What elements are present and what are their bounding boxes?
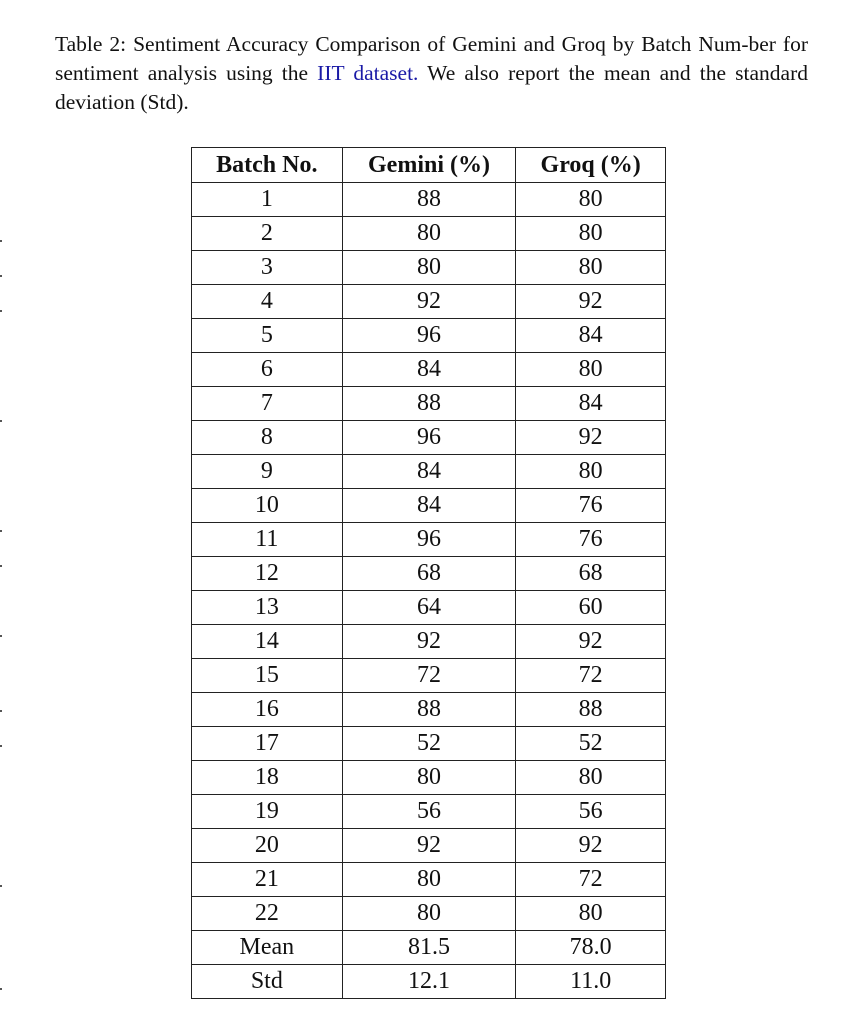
table-row bbox=[192, 319, 666, 353]
cell-groq: 78.0 bbox=[516, 931, 666, 965]
cell-groq: 92 bbox=[516, 829, 666, 863]
table-row bbox=[192, 965, 666, 999]
cell-groq: 84 bbox=[516, 319, 666, 353]
cell-gemini: 92 bbox=[342, 285, 516, 319]
table-header-row bbox=[192, 148, 666, 183]
cell-gemini: 52 bbox=[342, 727, 516, 761]
cell-batch-no: 21 bbox=[192, 863, 343, 897]
cell-gemini: 80 bbox=[342, 761, 516, 795]
margin-mark bbox=[0, 885, 2, 887]
cell-groq: 76 bbox=[516, 489, 666, 523]
margin-mark bbox=[0, 420, 2, 422]
cell-gemini: 68 bbox=[342, 557, 516, 591]
cell-gemini: 84 bbox=[342, 455, 516, 489]
margin-mark bbox=[0, 530, 2, 532]
cell-batch-no: 12 bbox=[192, 557, 343, 591]
cell-gemini: 96 bbox=[342, 421, 516, 455]
cell-gemini: 64 bbox=[342, 591, 516, 625]
table-row bbox=[192, 795, 666, 829]
cell-gemini: 80 bbox=[342, 897, 516, 931]
cell-batch-no: Mean bbox=[192, 931, 343, 965]
table-row bbox=[192, 829, 666, 863]
cell-gemini: 88 bbox=[342, 387, 516, 421]
cell-batch-no: 7 bbox=[192, 387, 343, 421]
cell-gemini: 80 bbox=[342, 251, 516, 285]
table-caption bbox=[55, 30, 808, 117]
iit-dataset-link[interactable]: IIT dataset. bbox=[317, 61, 419, 85]
cell-groq: 92 bbox=[516, 285, 666, 319]
cell-batch-no: 8 bbox=[192, 421, 343, 455]
cell-batch-no: 5 bbox=[192, 319, 343, 353]
table-row bbox=[192, 523, 666, 557]
table-row bbox=[192, 557, 666, 591]
cell-batch-no: 18 bbox=[192, 761, 343, 795]
margin-mark bbox=[0, 310, 2, 312]
cell-batch-no: 3 bbox=[192, 251, 343, 285]
cell-groq: 80 bbox=[516, 217, 666, 251]
cell-gemini: 80 bbox=[342, 863, 516, 897]
table-row bbox=[192, 591, 666, 625]
cell-gemini: 92 bbox=[342, 625, 516, 659]
cell-groq: 60 bbox=[516, 591, 666, 625]
cell-batch-no: 20 bbox=[192, 829, 343, 863]
caption-label: Table 2: bbox=[55, 32, 127, 56]
table-row bbox=[192, 251, 666, 285]
cell-batch-no: 19 bbox=[192, 795, 343, 829]
cell-groq: 52 bbox=[516, 727, 666, 761]
cell-batch-no: 17 bbox=[192, 727, 343, 761]
cell-gemini: 84 bbox=[342, 353, 516, 387]
table-row bbox=[192, 863, 666, 897]
cell-batch-no: 1 bbox=[192, 183, 343, 217]
cell-gemini: 96 bbox=[342, 523, 516, 557]
cell-groq: 80 bbox=[516, 761, 666, 795]
cell-groq: 84 bbox=[516, 387, 666, 421]
cell-groq: 11.0 bbox=[516, 965, 666, 999]
table-row bbox=[192, 217, 666, 251]
margin-mark bbox=[0, 988, 2, 990]
cell-groq: 92 bbox=[516, 421, 666, 455]
cell-gemini: 88 bbox=[342, 693, 516, 727]
margin-mark bbox=[0, 275, 2, 277]
cell-groq: 72 bbox=[516, 863, 666, 897]
cell-groq: 88 bbox=[516, 693, 666, 727]
cell-groq: 80 bbox=[516, 897, 666, 931]
cell-groq: 80 bbox=[516, 455, 666, 489]
cell-batch-no: 16 bbox=[192, 693, 343, 727]
table-row bbox=[192, 727, 666, 761]
cell-groq: 80 bbox=[516, 251, 666, 285]
header-groq: Groq (%) bbox=[516, 148, 666, 183]
cell-batch-no: 15 bbox=[192, 659, 343, 693]
table-row bbox=[192, 183, 666, 217]
cell-batch-no: 9 bbox=[192, 455, 343, 489]
table-body bbox=[192, 183, 666, 999]
cell-groq: 72 bbox=[516, 659, 666, 693]
header-gemini: Gemini (%) bbox=[342, 148, 516, 183]
cell-gemini: 72 bbox=[342, 659, 516, 693]
table-row bbox=[192, 931, 666, 965]
cell-groq: 80 bbox=[516, 183, 666, 217]
cell-batch-no: 10 bbox=[192, 489, 343, 523]
table-row bbox=[192, 897, 666, 931]
caption-text-before-link: Sentiment Accuracy Comparison of Gemini and Groq by Batch Num-ber for sentiment analysis using the bbox=[55, 32, 808, 85]
table-row bbox=[192, 353, 666, 387]
table-row bbox=[192, 761, 666, 795]
accuracy-table bbox=[191, 147, 666, 999]
cell-gemini: 88 bbox=[342, 183, 516, 217]
cell-gemini: 56 bbox=[342, 795, 516, 829]
margin-mark bbox=[0, 745, 2, 747]
cell-gemini: 81.5 bbox=[342, 931, 516, 965]
cell-gemini: 12.1 bbox=[342, 965, 516, 999]
cell-batch-no: 11 bbox=[192, 523, 343, 557]
cell-batch-no: 14 bbox=[192, 625, 343, 659]
cell-groq: 76 bbox=[516, 523, 666, 557]
margin-mark bbox=[0, 565, 2, 567]
cell-batch-no: 22 bbox=[192, 897, 343, 931]
caption-text-after-link: We also report the mean and the standard deviation (Std). bbox=[55, 61, 808, 114]
table-row bbox=[192, 625, 666, 659]
table-row bbox=[192, 659, 666, 693]
header-batch-no: Batch No. bbox=[192, 148, 343, 183]
cell-batch-no: 6 bbox=[192, 353, 343, 387]
table-row bbox=[192, 455, 666, 489]
cell-batch-no: Std bbox=[192, 965, 343, 999]
table-row bbox=[192, 285, 666, 319]
cell-batch-no: 4 bbox=[192, 285, 343, 319]
cell-groq: 68 bbox=[516, 557, 666, 591]
table-row bbox=[192, 387, 666, 421]
cell-gemini: 80 bbox=[342, 217, 516, 251]
table-row bbox=[192, 421, 666, 455]
cell-gemini: 96 bbox=[342, 319, 516, 353]
cell-groq: 56 bbox=[516, 795, 666, 829]
cell-batch-no: 13 bbox=[192, 591, 343, 625]
margin-mark bbox=[0, 635, 2, 637]
cell-gemini: 84 bbox=[342, 489, 516, 523]
table-row bbox=[192, 489, 666, 523]
cell-groq: 92 bbox=[516, 625, 666, 659]
cell-batch-no: 2 bbox=[192, 217, 343, 251]
margin-mark bbox=[0, 240, 2, 242]
cell-gemini: 92 bbox=[342, 829, 516, 863]
margin-mark bbox=[0, 710, 2, 712]
cell-groq: 80 bbox=[516, 353, 666, 387]
table-row bbox=[192, 693, 666, 727]
